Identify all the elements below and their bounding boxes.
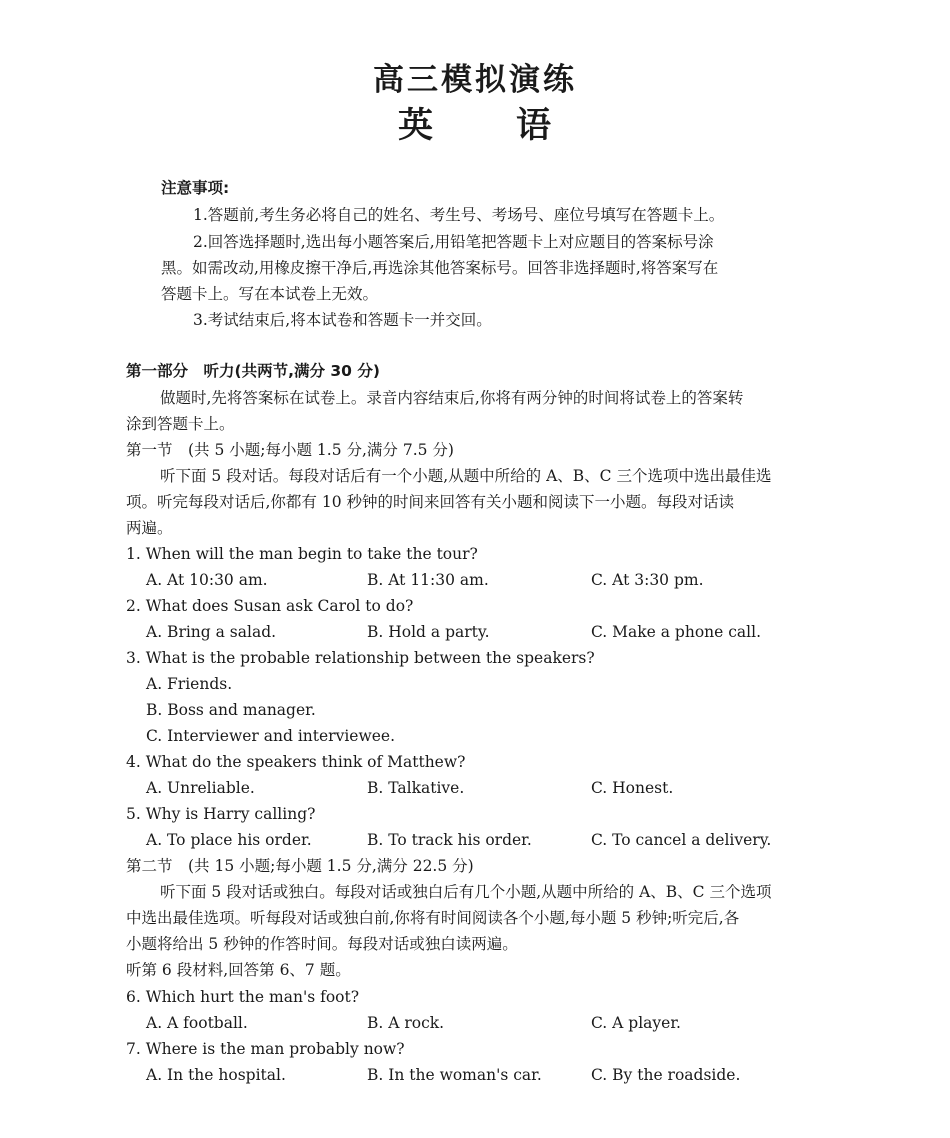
q6-option-b: B. A rock. (367, 1014, 445, 1032)
section2-instruction: 中选出最佳选项。听每段对话或独白前,你将有时间阅读各个小题,每小题 5 秒钟;听完后,各 (126, 909, 740, 927)
notice-line: 3.考试结束后,将本试卷和答题卡一并交回。 (193, 311, 492, 329)
q7-option-b: B. In the woman's car. (367, 1066, 542, 1084)
section1-heading: 第一节 (共 5 小题;每小题 1.5 分,满分 7.5 分) (126, 441, 454, 459)
notice-line: 1.答题前,考生务必将自己的姓名、考生号、考场号、座位号填写在答题卡上。 (193, 206, 725, 224)
notice-heading: 注意事项: (161, 179, 230, 197)
part1-intro-line: 做题时,先将答案标在试卷上。录音内容结束后,你将有两分钟的时间将试卷上的答案转 (160, 389, 744, 407)
question-5: 5. Why is Harry calling? (126, 805, 316, 823)
q7-option-a: A. In the hospital. (146, 1066, 286, 1084)
section2-instruction: 小题将给出 5 秒钟的作答时间。每段对话或独白读两遍。 (126, 935, 518, 953)
q5-option-a: A. To place his order. (146, 831, 312, 849)
q2-option-a: A. Bring a salad. (146, 623, 277, 641)
q2-option-c: C. Make a phone call. (591, 623, 762, 641)
q4-option-c: C. Honest. (591, 779, 674, 797)
section1-instruction: 项。听完每段对话后,你都有 10 秒钟的时间来回答有关小题和阅读下一小题。每段对话读 (126, 493, 735, 511)
part1-intro-line: 涂到答题卡上。 (126, 415, 235, 433)
part1-heading: 第一部分 听力(共两节,满分 30 分) (126, 362, 380, 380)
q3-option-b: B. Boss and manager. (146, 701, 316, 719)
section2-heading: 第二节 (共 15 小题;每小题 1.5 分,满分 22.5 分) (126, 857, 474, 875)
question-4: 4. What do the speakers think of Matthew? (126, 753, 466, 771)
q1-option-b: B. At 11:30 am. (367, 571, 489, 589)
material-note: 听第 6 段材料,回答第 6、7 题。 (126, 961, 351, 979)
notice-line: 答题卡上。写在本试卷上无效。 (161, 285, 379, 303)
q2-option-b: B. Hold a party. (367, 623, 490, 641)
q5-option-c: C. To cancel a delivery. (591, 831, 772, 849)
subject-char-1: 英 (398, 106, 434, 146)
q7-option-c: C. By the roadside. (591, 1066, 741, 1084)
q4-option-a: A. Unreliable. (146, 779, 255, 797)
notice-line: 黑。如需改动,用橡皮擦干净后,再选涂其他答案标号。回答非选择题时,将答案写在 (161, 259, 719, 277)
q3-option-c: C. Interviewer and interviewee. (146, 727, 395, 745)
question-1: 1. When will the man begin to take the tour? (126, 545, 478, 563)
q6-option-c: C. A player. (591, 1014, 681, 1032)
q6-option-a: A. A football. (146, 1014, 248, 1032)
q3-option-a: A. Friends. (146, 675, 233, 693)
section1-instruction: 两遍。 (126, 519, 173, 537)
q5-option-b: B. To track his order. (367, 831, 532, 849)
exam-title: 高三模拟演练 (373, 62, 577, 98)
notice-line: 2.回答选择题时,选出每小题答案后,用铅笔把答题卡上对应题目的答案标号涂 (193, 233, 714, 251)
section1-instruction: 听下面 5 段对话。每段对话后有一个小题,从题中所给的 A、B、C 三个选项中选出最佳选 (160, 467, 772, 485)
q1-option-a: A. At 10:30 am. (146, 571, 268, 589)
q4-option-b: B. Talkative. (367, 779, 465, 797)
question-6: 6. Which hurt the man's foot? (126, 988, 360, 1006)
q1-option-c: C. At 3:30 pm. (591, 571, 704, 589)
question-7: 7. Where is the man probably now? (126, 1040, 405, 1058)
section2-instruction: 听下面 5 段对话或独白。每段对话或独白后有几个小题,从题中所给的 A、B、C 三个选项 (160, 883, 772, 901)
question-2: 2. What does Susan ask Carol to do? (126, 597, 414, 615)
subject-char-2: 语 (516, 106, 552, 146)
question-3: 3. What is the probable relationship between the speakers? (126, 649, 595, 667)
